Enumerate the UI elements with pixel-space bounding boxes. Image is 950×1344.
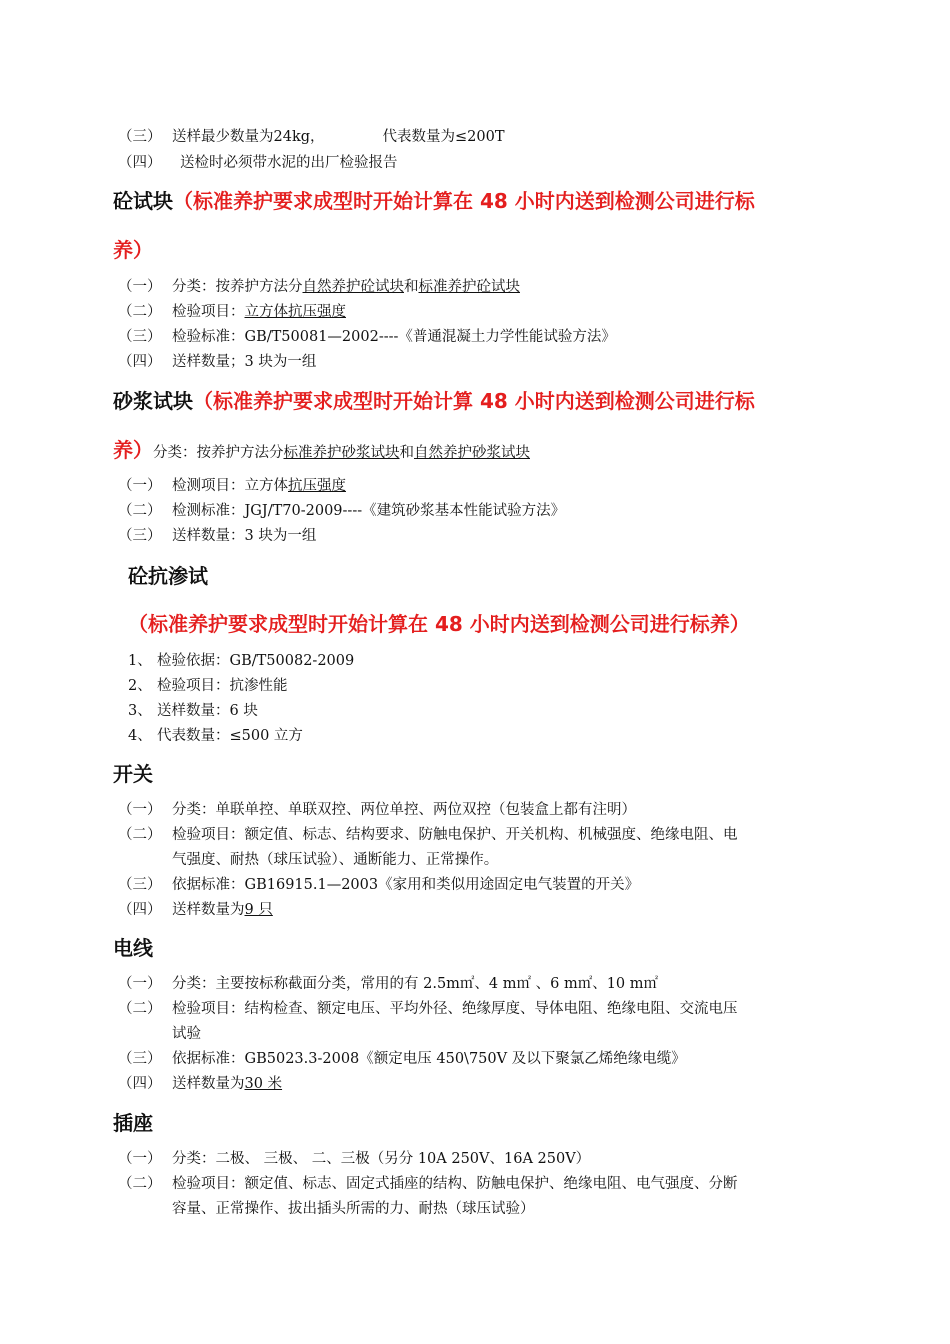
item-underlined: 标准养护砼试块 — [418, 279, 520, 295]
item-number: （三） — [118, 877, 162, 893]
item-number: （二） — [118, 1001, 162, 1017]
item-number: （一） — [118, 1151, 162, 1167]
item-text: 检测标准：JGJ/T70-2009----《建筑砂浆基本性能试验方法》 — [172, 503, 566, 519]
wire-item-4 — [118, 1072, 838, 1097]
item-text: 检测项目：立方体 — [172, 478, 288, 494]
section-title: 砼抗渗试 — [128, 564, 208, 588]
item-text: 送样数量：6 块 — [157, 703, 258, 719]
switch-item-1 — [118, 798, 838, 823]
section-note-cont: 养） — [113, 238, 153, 262]
item-number: （一） — [118, 802, 162, 818]
section-title: 电线 — [113, 936, 153, 960]
item-text: 送检时必须带水泥的出厂检验报告 — [180, 155, 398, 171]
switch-item-2 — [118, 823, 838, 848]
section-note: （标准养护要求成型时开始计算在 48 小时内送到检测公司进行标 — [173, 189, 755, 213]
impermeability-item-3 — [128, 699, 848, 724]
concrete-item-3 — [118, 325, 838, 350]
cement-item-3 — [118, 125, 838, 150]
socket-heading — [113, 1108, 153, 1138]
concrete-block-heading-cont — [113, 235, 153, 265]
item-text: 依据标准：GB16915.1—2003《家用和类似用途固定电气装置的开关》 — [172, 877, 640, 893]
item-number: （三） — [118, 1051, 162, 1067]
mortar-inline-text: 分类：按养护方法分 — [153, 445, 284, 461]
item-text: 分类：二极、 三极、 二、三极（另分 10A 250V、16A 250V） — [172, 1151, 591, 1167]
concrete-block-heading — [113, 186, 755, 216]
socket-item-1 — [118, 1147, 838, 1172]
impermeability-note — [128, 609, 750, 639]
item-text: 依据标准：GB5023.3-2008《额定电压 450\750V 及以下聚氯乙烯绝缘电缆》 — [172, 1051, 686, 1067]
socket-item-2-cont — [172, 1197, 832, 1222]
item-text: 送样数量为 — [172, 902, 245, 918]
section-title: 砂浆试块 — [113, 389, 193, 413]
item-number: （三） — [118, 528, 162, 544]
item-number: （四） — [118, 155, 162, 171]
item-underlined: 立方体抗压强度 — [244, 304, 346, 320]
item-number: （四） — [118, 354, 162, 370]
wire-item-2 — [118, 997, 838, 1022]
item-text: 检验标准：GB/T50081—2002----《普通混凝土力学性能试验方法》 — [172, 329, 616, 345]
socket-item-2 — [118, 1172, 838, 1197]
wire-item-2-cont — [172, 1022, 832, 1047]
cement-item-4 — [118, 151, 838, 176]
item-text: 送样数量为 — [172, 1076, 245, 1092]
item-text: 分类：按养护方法分 — [172, 279, 303, 295]
switch-item-3 — [118, 873, 838, 898]
wire-item-3 — [118, 1047, 838, 1072]
impermeability-item-2 — [128, 674, 848, 699]
item-underlined: 9 只 — [244, 902, 273, 918]
concrete-item-1 — [118, 275, 838, 300]
item-text-mid: 和 — [404, 279, 419, 295]
mortar-item-2 — [118, 499, 838, 524]
mortar-block-heading — [113, 386, 755, 416]
impermeability-item-4 — [128, 724, 848, 749]
item-underlined: 标准养护砂浆试块 — [283, 445, 400, 461]
section-title: 开关 — [113, 762, 153, 786]
item-number: （二） — [118, 827, 162, 843]
item-number: （二） — [118, 503, 162, 519]
item-underlined: 自然养护砂浆试块 — [414, 445, 530, 461]
item-text: 检验项目：额定值、标志、结构要求、防触电保护、开关机构、机械强度、绝缘电阻、电 — [172, 827, 738, 843]
item-text-cont: 气强度、耐热（球压试验）、通断能力、正常操作。 — [172, 852, 499, 868]
section-note-cont: 养） — [113, 438, 153, 462]
item-number: 1、 — [128, 653, 152, 669]
mortar-item-3 — [118, 524, 838, 549]
item-number: 4、 — [128, 728, 152, 744]
section-title: 砼试块 — [113, 189, 173, 213]
item-text: 检验项目：额定值、标志、固定式插座的结构、防触电保护、绝缘电阻、电气强度、分断 — [172, 1176, 738, 1192]
mortar-item-1 — [118, 474, 838, 499]
item-number: （三） — [118, 129, 162, 145]
item-text: 检验项目：结构检查、额定电压、平均外径、绝缘厚度、导体电阻、绝缘电阻、交流电压 — [172, 1001, 738, 1017]
item-number: （四） — [118, 902, 162, 918]
item-text: 分类：主要按标称截面分类，常用的有 2.5m㎡、4 m㎡ 、6 m㎡、10 m㎡ — [172, 976, 659, 992]
item-text: 检验项目：抗渗性能 — [157, 678, 288, 694]
item-text-cont: 试验 — [172, 1026, 201, 1042]
item-underlined: 30 米 — [244, 1076, 283, 1092]
item-number: （一） — [118, 478, 162, 494]
item-number: 3、 — [128, 703, 152, 719]
item-text-cont: 容量、正常操作、拔出插头所需的力、耐热（球压试验） — [172, 1201, 535, 1217]
item-number: （二） — [118, 1176, 162, 1192]
section-title: 插座 — [113, 1111, 153, 1135]
mortar-block-heading-cont — [113, 435, 530, 468]
item-underlined: 抗压强度 — [288, 478, 346, 494]
wire-heading — [113, 933, 153, 963]
section-note: （标准养护要求成型时开始计算 48 小时内送到检测公司进行标 — [193, 389, 755, 413]
switch-item-2-cont — [172, 848, 832, 873]
item-number: （三） — [118, 329, 162, 345]
switch-item-4 — [118, 898, 838, 923]
item-text: 检验依据：GB/T50082-2009 — [157, 653, 355, 669]
item-number: （一） — [118, 279, 162, 295]
item-extra: 代表数量为≤200T — [382, 129, 505, 145]
item-text: 送样数量：3 块为一组 — [172, 528, 317, 544]
wire-item-1 — [118, 972, 838, 997]
item-text: 送样数量；3 块为一组 — [172, 354, 317, 370]
item-text: 送样最少数量为24kg， — [172, 129, 325, 145]
item-underlined: 自然养护砼试块 — [302, 279, 404, 295]
section-note: （标准养护要求成型时开始计算在 48 小时内送到检测公司进行标养） — [128, 612, 750, 636]
item-number: （四） — [118, 1076, 162, 1092]
concrete-item-2 — [118, 300, 838, 325]
impermeability-heading — [128, 561, 208, 591]
item-text: 代表数量：≤500 立方 — [157, 728, 303, 744]
item-number: （二） — [118, 304, 162, 320]
item-text: 分类：单联单控、单联双控、两位单控、两位双控（包装盒上都有注明） — [172, 802, 636, 818]
item-text: 检验项目： — [172, 304, 245, 320]
item-number: （一） — [118, 976, 162, 992]
mortar-inline-mid: 和 — [399, 445, 414, 461]
item-number: 2、 — [128, 678, 152, 694]
switch-heading — [113, 759, 153, 789]
concrete-item-4 — [118, 350, 838, 375]
impermeability-item-1 — [128, 649, 848, 674]
